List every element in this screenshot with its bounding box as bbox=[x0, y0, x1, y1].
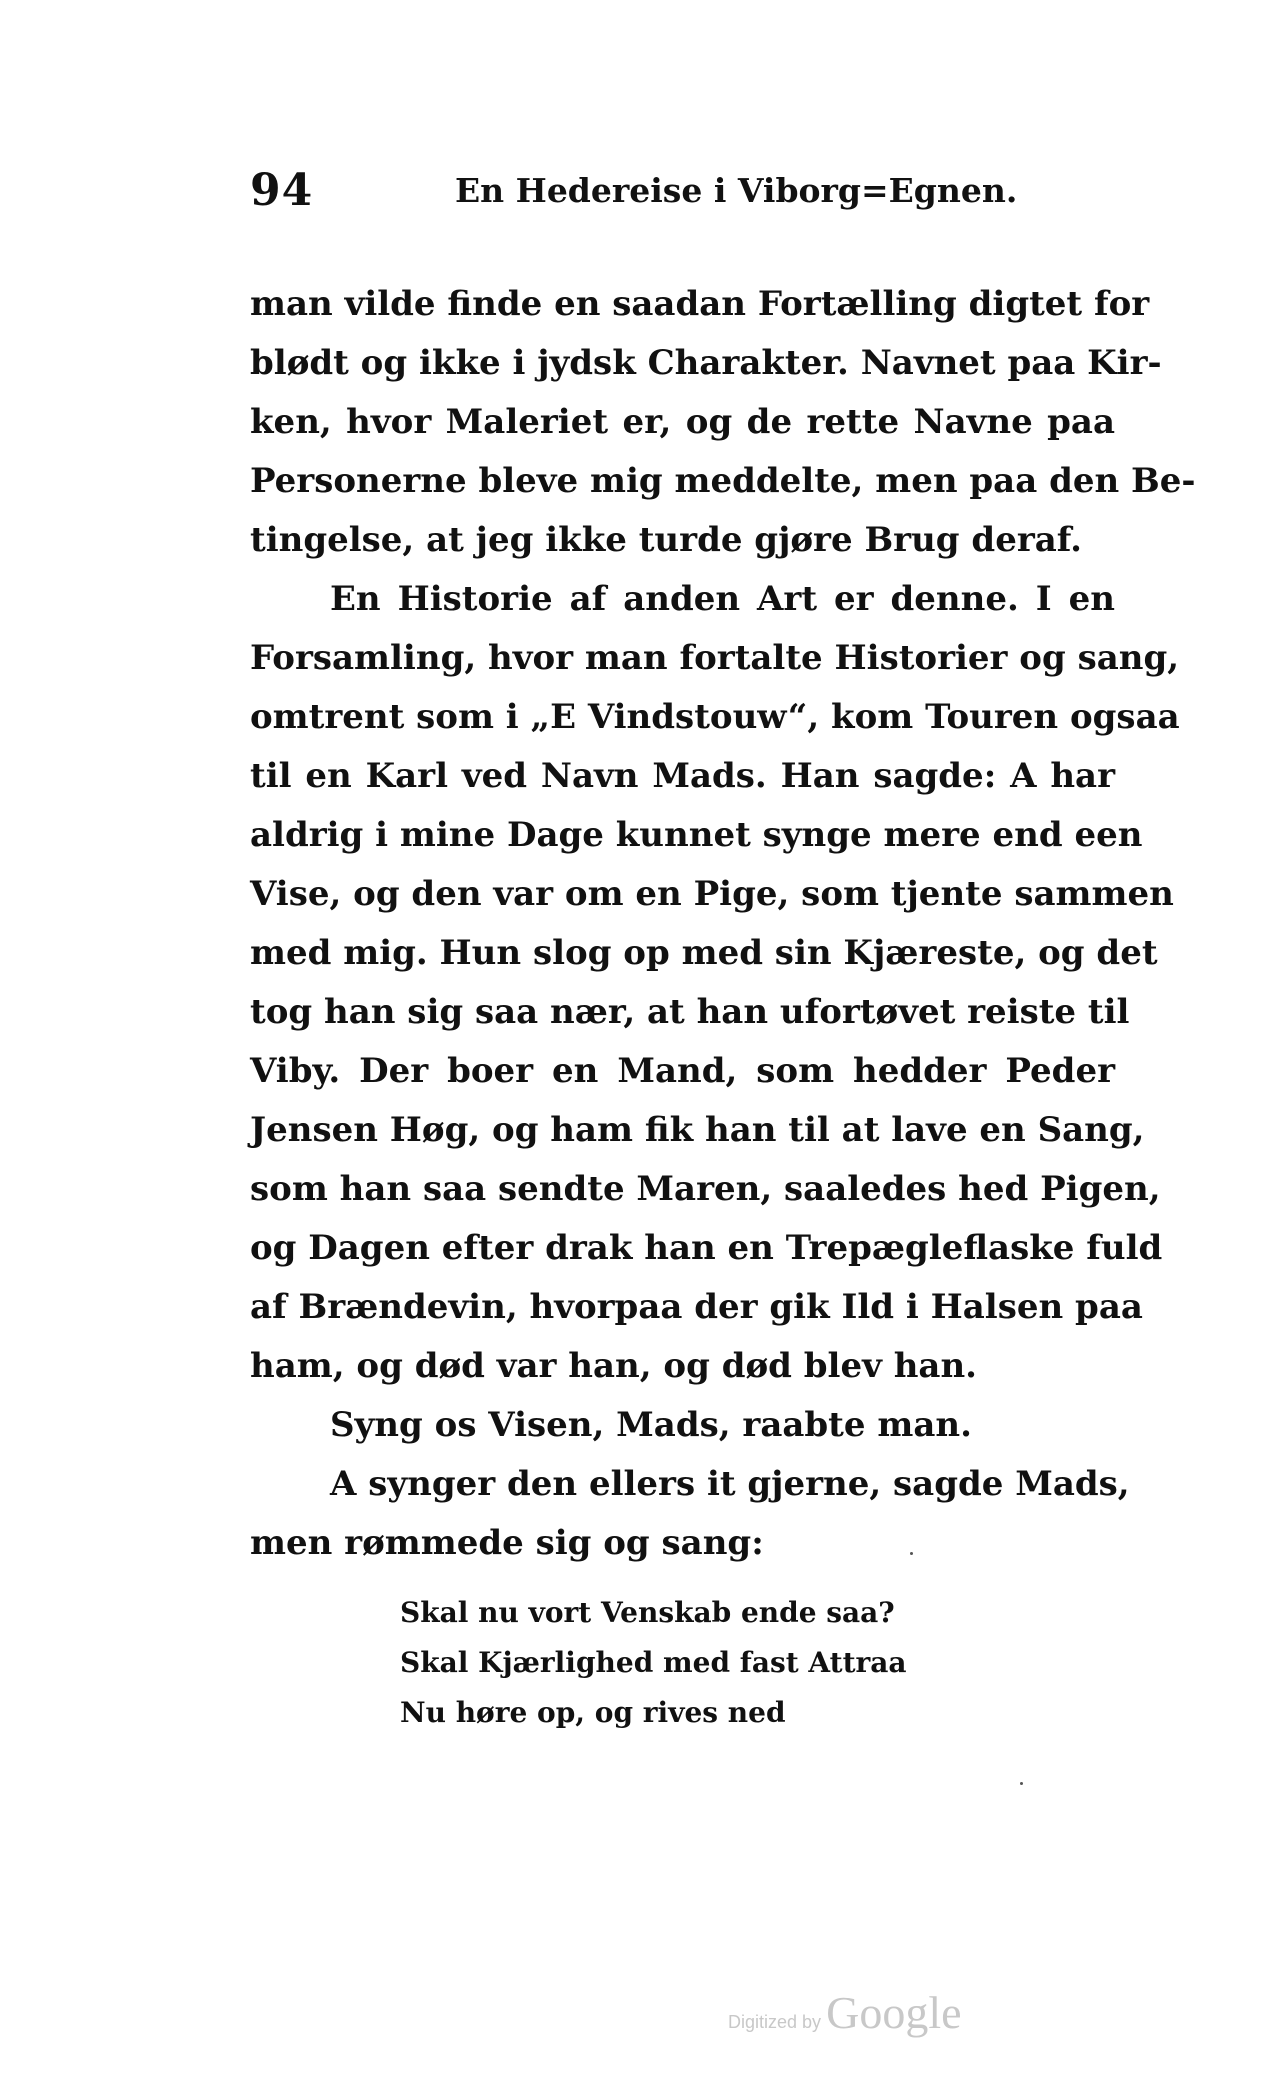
speck-mark bbox=[910, 1552, 913, 1555]
verse-line: Skal nu vort Venskab ende saa? bbox=[400, 1596, 895, 1629]
verse-line: Skal Kjærlighed med fast Attraa bbox=[400, 1646, 907, 1679]
body-line: ham, og død var han, og død blev han. bbox=[250, 1346, 977, 1386]
body-line: man vilde finde en saadan Fortælling digtet for bbox=[250, 284, 1150, 324]
body-line: Vise, og den var om en Pige, som tjente sammen bbox=[250, 874, 1174, 914]
body-line: tingelse, at jeg ikke turde gjøre Brug deraf. bbox=[250, 520, 1083, 560]
page-number: 94 bbox=[250, 165, 314, 216]
body-line: af Brændevin, hvorpaa der gik Ild i Halsen paa bbox=[250, 1287, 1143, 1327]
body-text bbox=[250, 275, 1196, 1573]
body-line: En Historie af anden Art er denne. I en bbox=[330, 579, 1115, 619]
digitized-watermark bbox=[728, 1986, 962, 2039]
body-line: og Dagen efter drak han en Trepægleflaske fuld bbox=[250, 1228, 1163, 1268]
body-line: Personerne bleve mig meddelte, men paa den Be- bbox=[250, 461, 1196, 501]
speck-mark bbox=[1020, 1782, 1023, 1785]
verse-line: Nu høre op, og rives ned bbox=[400, 1696, 786, 1729]
digitized-label: Digitized by bbox=[728, 2012, 822, 2032]
body-line: men rømmede sig og sang: bbox=[250, 1523, 764, 1563]
body-line: som han saa sendte Maren, saaledes hed Pigen, bbox=[250, 1169, 1161, 1209]
body-line: med mig. Hun slog op med sin Kjæreste, og det bbox=[250, 933, 1158, 973]
page-header bbox=[0, 165, 1262, 225]
body-line: Viby. Der boer en Mand, som hedder Peder bbox=[250, 1051, 1115, 1091]
body-line: aldrig i mine Dage kunnet synge mere end een bbox=[250, 815, 1143, 855]
body-line: omtrent som i „E Vindstouw“, kom Touren ogsaa bbox=[250, 697, 1180, 737]
verse-block bbox=[400, 1588, 907, 1738]
running-title: En Hedereise i Viborg=Egnen. bbox=[455, 171, 1018, 210]
body-line: A synger den ellers it gjerne, sagde Mads, bbox=[330, 1464, 1130, 1504]
google-logo: Google bbox=[826, 1987, 962, 2038]
body-line: ken, hvor Maleriet er, og de rette Navne paa bbox=[250, 402, 1115, 442]
body-line: til en Karl ved Navn Mads. Han sagde: A har bbox=[250, 756, 1115, 796]
body-line: tog han sig saa nær, at han ufortøvet reiste til bbox=[250, 992, 1130, 1032]
body-line: Forsamling, hvor man fortalte Historier og sang, bbox=[250, 638, 1180, 678]
body-line: Syng os Visen, Mads, raabte man. bbox=[330, 1405, 972, 1445]
body-line: Jensen Høg, og ham fik han til at lave en Sang, bbox=[250, 1110, 1145, 1150]
body-line: blødt og ikke i jydsk Charakter. Navnet paa Kir- bbox=[250, 343, 1162, 383]
